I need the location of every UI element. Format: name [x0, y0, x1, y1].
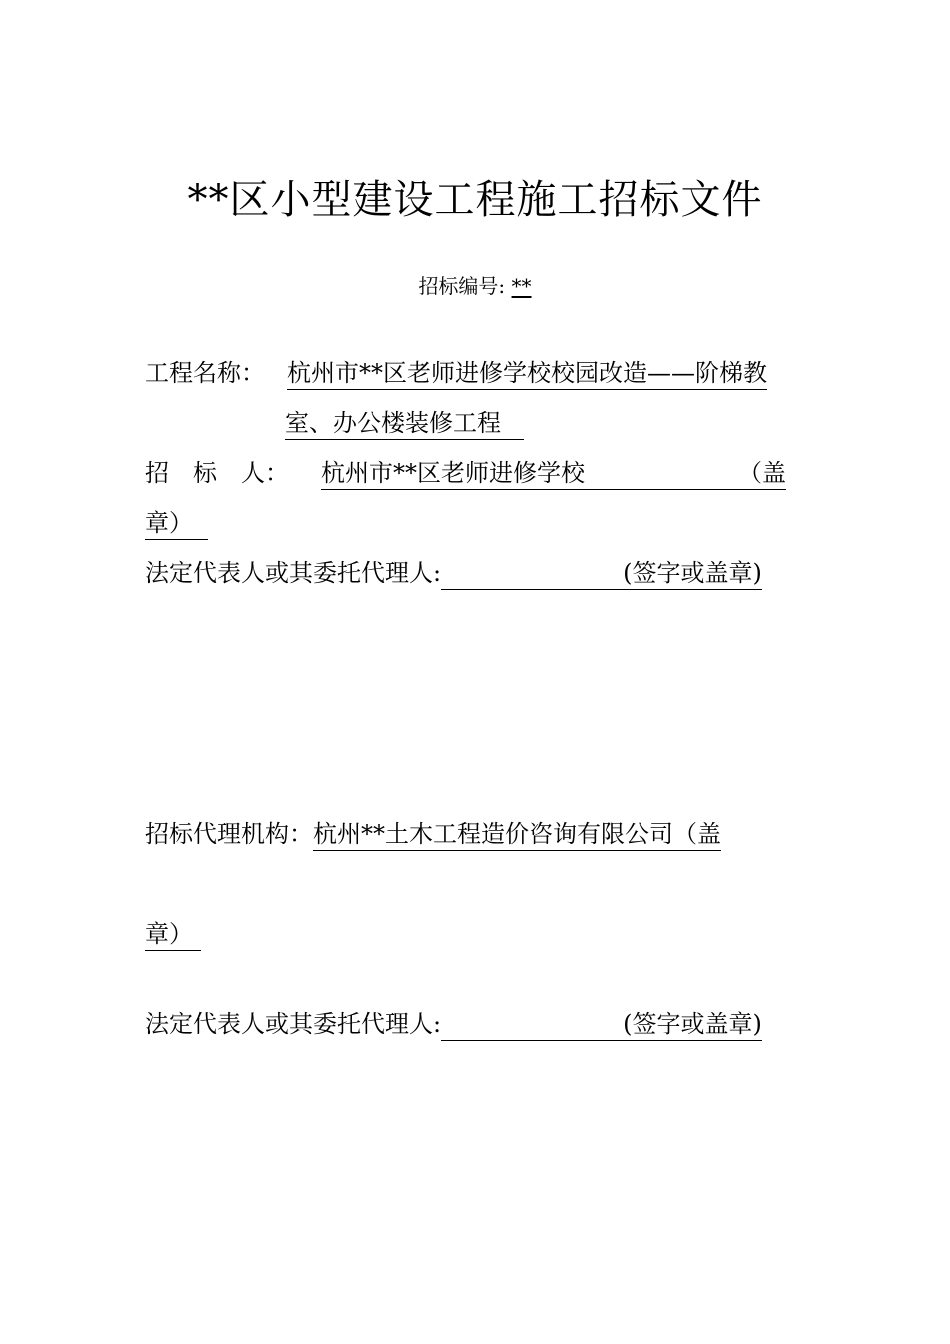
tenderer-row — [145, 457, 786, 489]
legal-rep-sign-2: (签字或盖章) — [623, 1010, 762, 1038]
tenderer-name: 杭州市**区老师进修学校 （盖 — [321, 459, 786, 490]
tenderer-seal-open: （盖 — [738, 459, 786, 487]
bid-number-value: ** — [511, 274, 532, 298]
project-name-row — [145, 357, 767, 389]
agency-seal: 章） — [145, 920, 201, 951]
legal-rep-label-1: 法定代表人或其委托代理人: — [145, 559, 442, 587]
project-name-line1: 杭州市**区老师进修学校校园改造——阶梯教 — [287, 359, 767, 390]
agency-name: 杭州**土木工程造价咨询有限公司（盖 — [313, 820, 721, 851]
agency-row — [145, 818, 721, 850]
agency-label: 招标代理机构： — [145, 820, 313, 848]
project-label: 工程名称： — [145, 359, 265, 387]
tenderer-label: 招 标 人： — [145, 459, 289, 487]
tenderer-seal-close: 章） — [145, 509, 208, 540]
bid-number — [0, 272, 950, 300]
project-name-row-2 — [285, 407, 524, 439]
document-title: **区小型建设工程施工招标文件 — [187, 177, 763, 223]
bid-number-label: 招标编号: — [418, 274, 512, 298]
legal-rep-sign-line-1 — [441, 559, 762, 590]
legal-rep-sign-1: (签字或盖章) — [623, 559, 762, 587]
legal-rep-label-2: 法定代表人或其委托代理人: — [145, 1010, 442, 1038]
legal-rep-row-1 — [145, 557, 762, 589]
legal-rep-row-2 — [145, 1008, 762, 1040]
tenderer-seal-row — [145, 507, 208, 539]
project-name-line2: 室、办公楼装修工程 — [285, 409, 524, 440]
agency-seal-row — [145, 918, 201, 950]
legal-rep-sign-line-2 — [441, 1010, 762, 1041]
